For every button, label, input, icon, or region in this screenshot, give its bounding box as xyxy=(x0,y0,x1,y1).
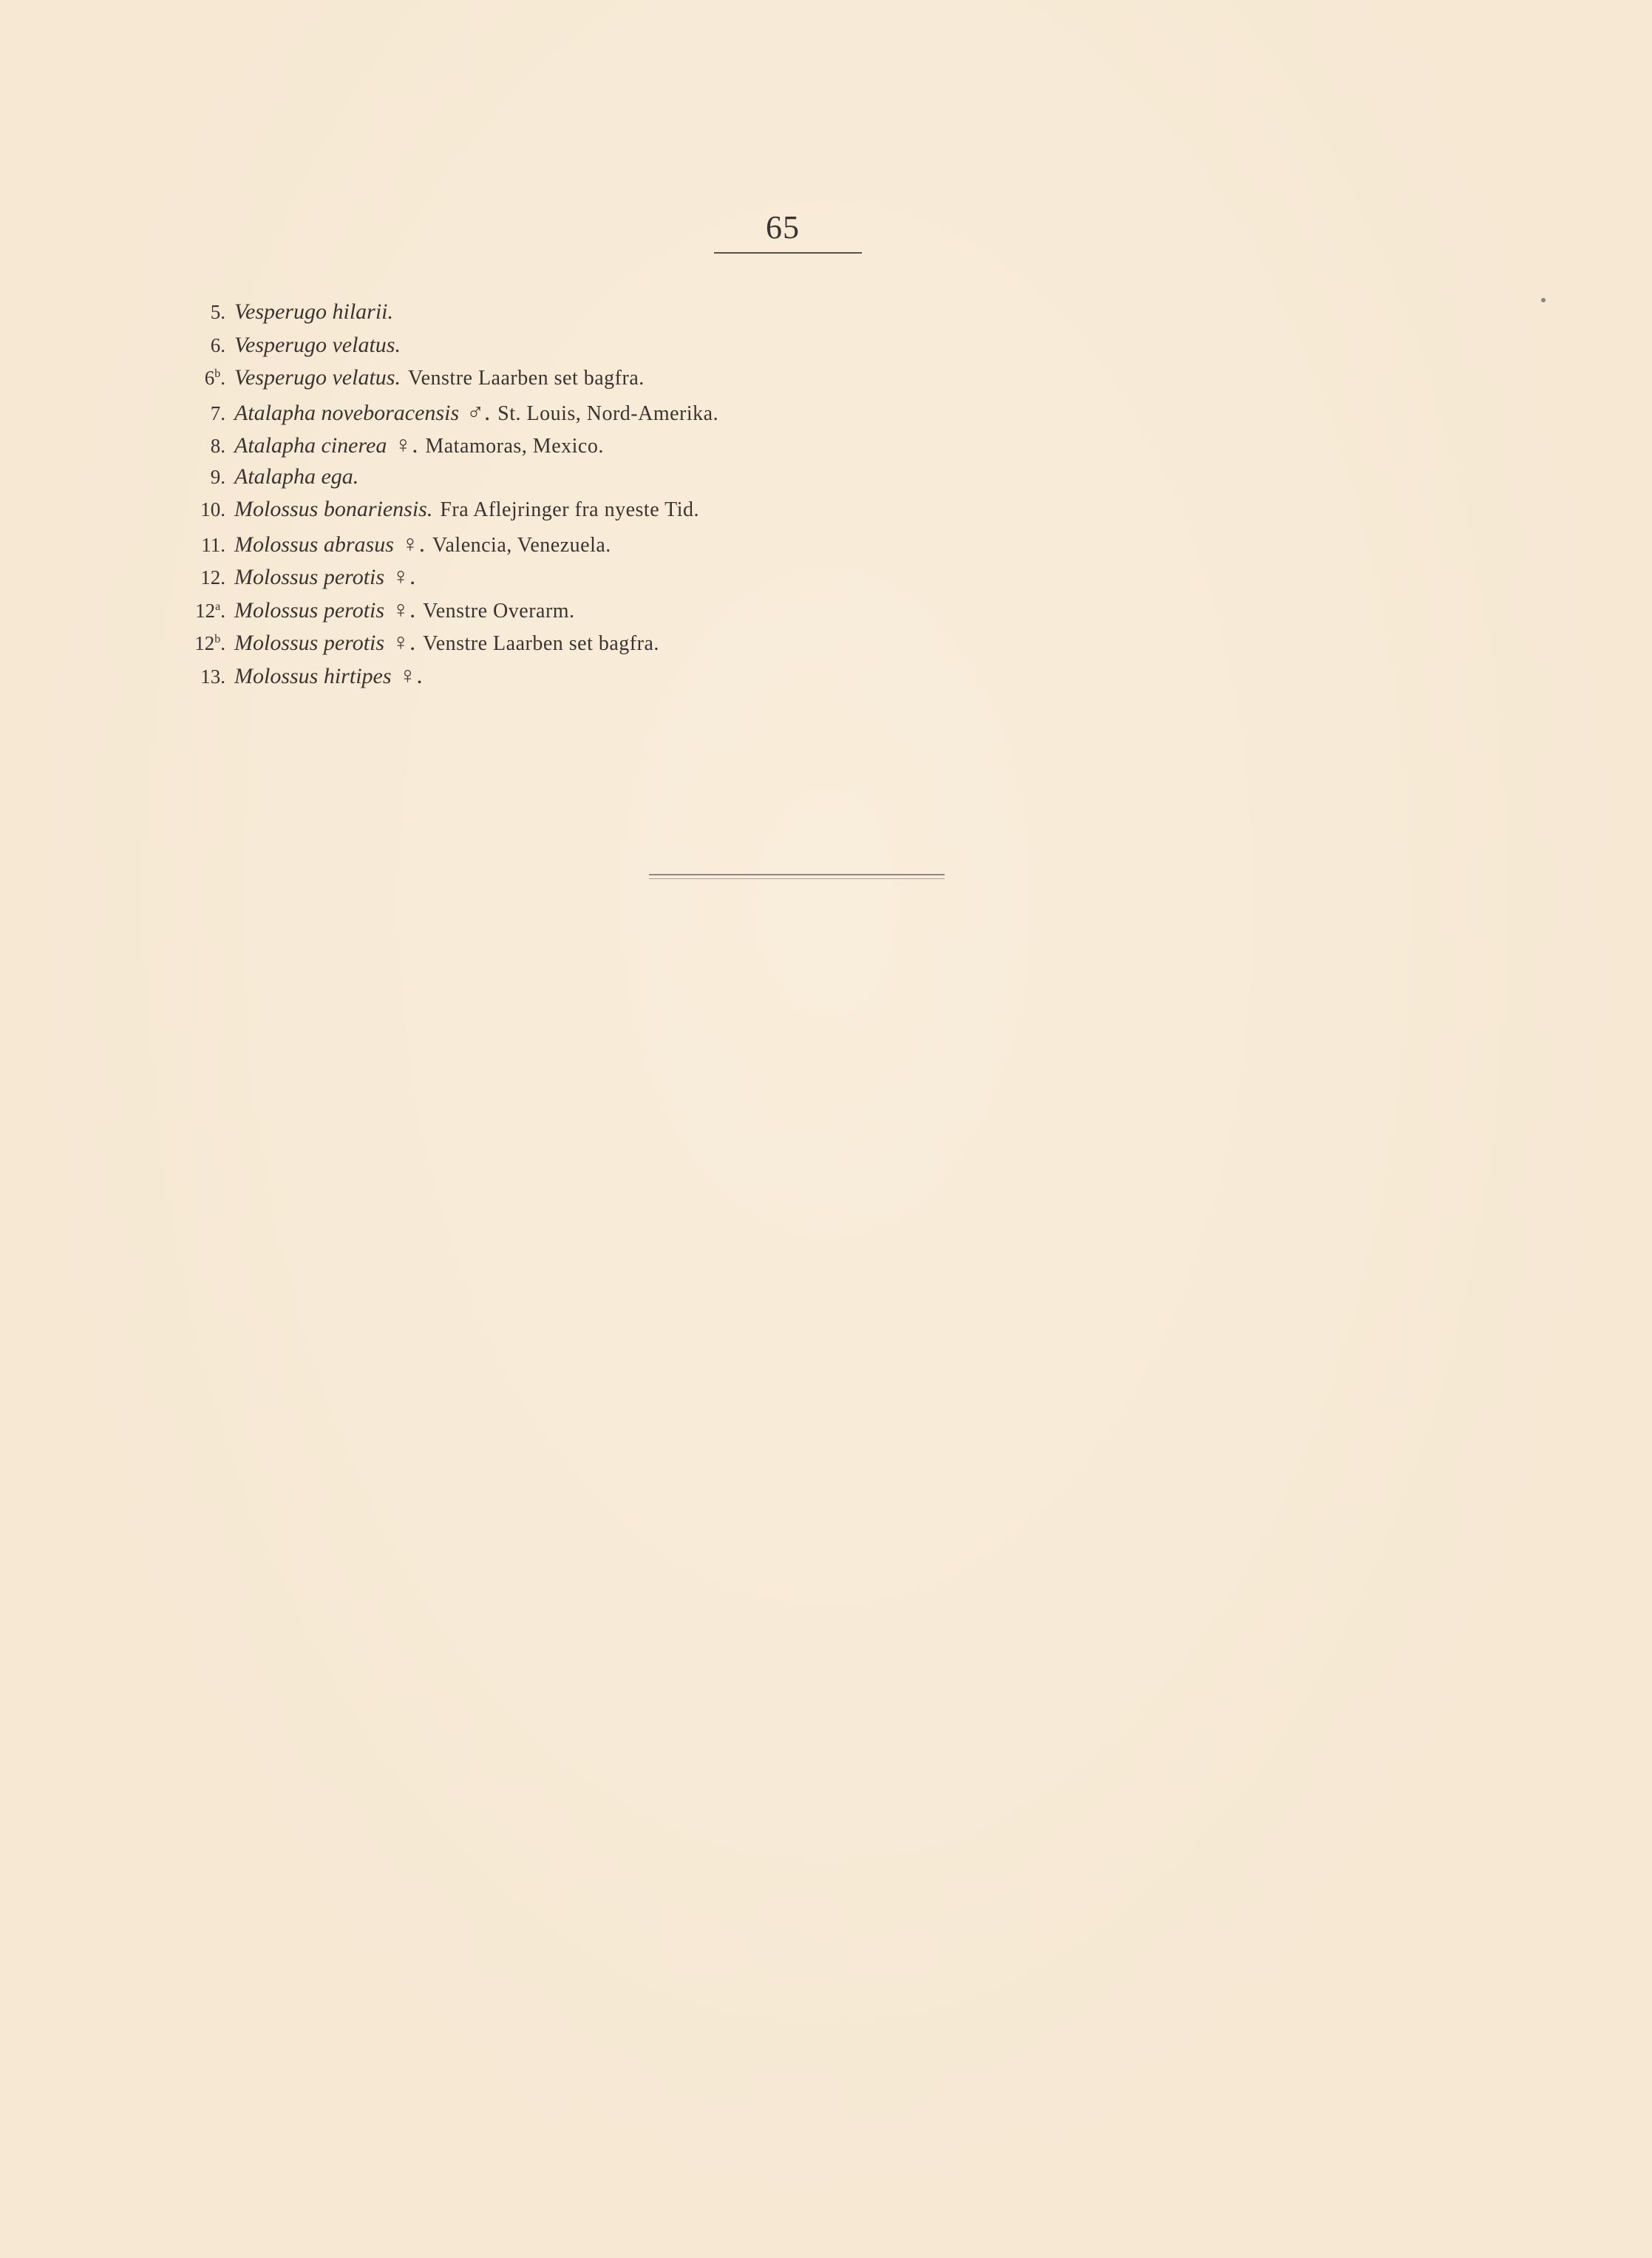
entry-number: 13. xyxy=(200,665,225,688)
entry-number: 9. xyxy=(210,465,225,488)
entry-number: 12$^a$. xyxy=(195,599,225,622)
species-name: Molossus bonariensis. xyxy=(234,497,433,521)
entry-number-suffix: b xyxy=(214,367,221,380)
entry-number-suffix: a xyxy=(215,600,221,613)
end-rule xyxy=(649,874,945,879)
species-name: Molossus perotis xyxy=(234,631,385,655)
page-number: 65 xyxy=(766,209,800,245)
legend-entry xyxy=(171,628,1058,662)
legend-entry xyxy=(171,530,1058,563)
plate-legend-list xyxy=(171,299,1058,694)
entry-note: Venstre Laarben set bagfra. xyxy=(407,367,645,390)
paper-speck xyxy=(1541,298,1546,302)
species-name: Molossus perotis xyxy=(234,565,385,589)
entry-note: Fra Aflejringer fra nyeste Tid. xyxy=(440,498,700,521)
legend-entry xyxy=(171,399,1058,432)
sex-symbol: ♀. xyxy=(398,661,423,688)
legend-entry xyxy=(171,596,1058,629)
entry-number: 6$^b$. xyxy=(204,367,225,389)
entry-number: 7. xyxy=(210,401,225,424)
entry-number: 11. xyxy=(201,533,225,556)
sex-symbol: ♀. xyxy=(394,431,418,458)
entry-note: Matamoras, Mexico. xyxy=(425,435,604,458)
sex-symbol: ♀. xyxy=(392,595,416,623)
sex-symbol: ♀. xyxy=(401,529,425,557)
species-name: Atalapha cinerea xyxy=(234,433,387,458)
species-name: Vesperugo velatus. xyxy=(234,332,401,357)
legend-entry xyxy=(171,333,1058,366)
sex-symbol: ♂. xyxy=(466,398,491,425)
species-name: Vesperugo hilarii. xyxy=(234,299,393,324)
sex-symbol: ♀. xyxy=(392,563,416,589)
entry-number: 12$^b$. xyxy=(194,632,225,654)
entry-note: Venstre Laarben set bagfra. xyxy=(423,632,659,655)
species-name: Vesperugo velatus. xyxy=(234,365,401,390)
legend-entry xyxy=(171,563,1058,596)
entry-note: Venstre Overarm. xyxy=(423,599,575,623)
legend-entry xyxy=(171,365,1058,399)
species-name: Molossus abrasus xyxy=(234,532,394,557)
legend-entry xyxy=(171,431,1058,464)
header-rule xyxy=(714,252,862,254)
species-name: Atalapha ega. xyxy=(234,464,359,489)
entry-number: 8. xyxy=(210,435,225,457)
entry-number-suffix: b xyxy=(214,633,221,645)
legend-entry xyxy=(171,497,1058,530)
species-name: Molossus hirtipes xyxy=(234,663,392,688)
entry-note: Valencia, Venezuela. xyxy=(432,533,611,557)
entry-number: 5. xyxy=(210,301,225,323)
legend-entry xyxy=(171,464,1058,498)
entry-number: 12. xyxy=(200,566,225,589)
species-name: Atalapha noveboracensis xyxy=(234,400,460,425)
legend-entry xyxy=(171,299,1058,333)
legend-entry xyxy=(171,662,1058,695)
entry-note: St. Louis, Nord-Amerika. xyxy=(497,401,719,425)
sex-symbol: ♀. xyxy=(392,628,416,655)
species-name: Molossus perotis xyxy=(234,597,385,623)
entry-number: 6. xyxy=(210,333,225,356)
entry-number: 10. xyxy=(200,498,225,521)
